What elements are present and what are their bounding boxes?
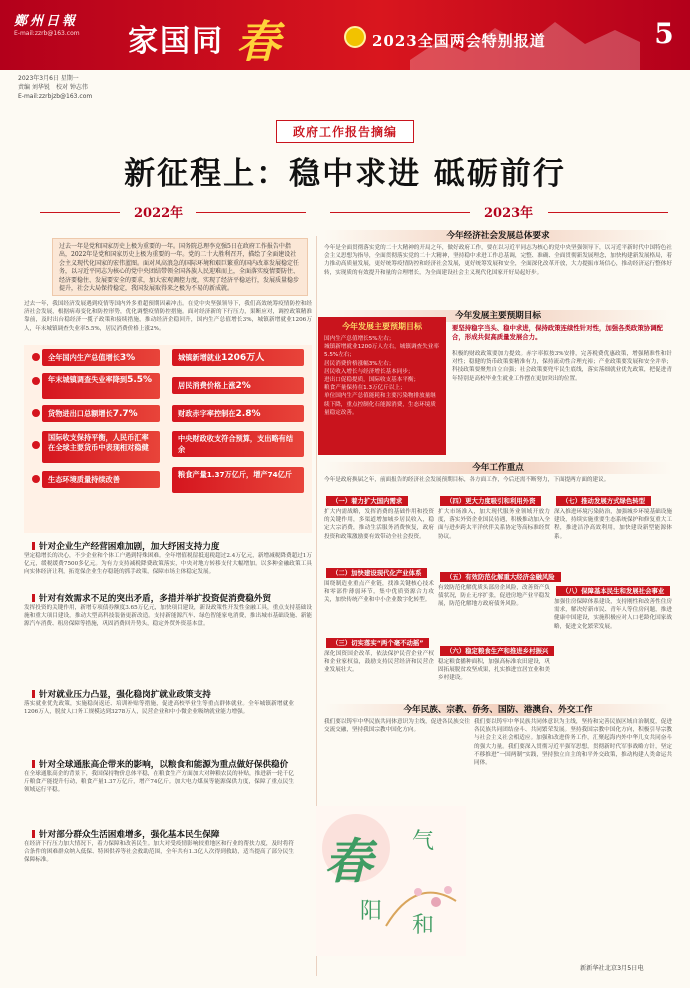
left-section-head-4: 针对全球通胀高企带来的影响，以粮食和能源为重点做好保供稳价 xyxy=(32,758,288,770)
divider xyxy=(40,212,120,213)
special-report-banner: 2023全国两会特别报道 xyxy=(372,32,546,50)
yang-char: 阳 xyxy=(360,899,383,924)
divider xyxy=(548,212,668,213)
work-text-6: 稳定粮食播种面积，加强高标准农田建设，巩固拓展脱贫攻坚成果，扎实推进宜居宜业和美乡村建设。 xyxy=(438,659,550,682)
bullet-icon xyxy=(32,377,40,385)
target-item: 城镇新增就业1200万人左右，城镇调查失业率5.5%左右； xyxy=(324,344,439,359)
section-title-char: 春 xyxy=(236,17,280,68)
stat-grain: 粮食产量1.37万亿斤，增产74亿斤 xyxy=(172,467,304,493)
target-item: 居民消费价格涨幅3%左右； xyxy=(324,360,395,367)
year-right: 2023年 xyxy=(484,206,534,221)
work-text-8: 加强住房保障体系建设，支持刚性和改善性住房需求，解决好新市民、青年人等住房问题，推进健康中国建设，实施积极应对人口老龄化国家战略，促进文化繁荣发展。 xyxy=(554,599,672,630)
work-text-7: 深入推进环境污染防治，加强城乡环境基础设施建设，持续实施重要生态系统保护和修复重大工程，推进洁净高效利用，加快建设新型能源体系。 xyxy=(554,509,672,540)
work-item-7: （七）推动发展方式绿色转型 xyxy=(556,496,651,506)
work-text-1: 扩大内需战略，发挥消费的基础作用和投资的关键作用，多渠道增加城乡居民收入，稳定大宗消费，推动生活服务消费恢复，政府投资和政策激励要有效带动全社会投资。 xyxy=(324,509,434,540)
left-section-text-3: 落实就业优先政策，实施稳岗返还、培训补贴等措施，促进高校毕业生等重点群体就业。全年城镇新增就业1206万人，脱贫人口务工规模达到3278万人，民营企业和中小微企业吸纳就业能力增强。 xyxy=(24,701,294,716)
right-head-3: 今年工作重点 xyxy=(324,462,672,474)
right-head-1: 今年经济社会发展总体要求 xyxy=(324,230,672,242)
right-head-2: 今年发展主要预期目标 xyxy=(324,310,672,322)
right-head-4: 今年民族、宗教、侨务、国防、港澳台、外交工作 xyxy=(324,704,672,716)
right-text-1: 今年是全面贯彻落实党的二十大精神的开局之年，做好政府工作，要在以习近平同志为核心的党中央坚强领导下，以习近平新时代中国特色社会主义思想为指导，全面贯彻落实党的二十大精神，坚持稳中求进工作总基调，完整、准确、全面贯彻新发展理念，加快构建新发展格局，着力推动高质量发展，更好统筹疫情防控和经济社会发展，更好统筹发展和安全，全面深化改革开放，大力提振市场信心，推动经济运行整体好转，实现质的有效提升和量的合理增长，为全面建设社会主义现代化国家开好局起好步。 xyxy=(324,245,672,276)
target-item: 粮食产量保持在1.3万亿斤以上； xyxy=(324,385,406,392)
bullet-icon xyxy=(32,353,40,361)
section-title: 家国同 xyxy=(128,24,224,59)
target-item: 单位国内生产总值能耗和主要污染物排放量继续下降，重点控制化石能源消费，生态环境质量稳定改善。 xyxy=(324,393,436,416)
page-number: 5 xyxy=(654,17,674,50)
work-item-3: （三）切实落实“两个毫不动摇” xyxy=(326,638,429,648)
chun-char: 春 xyxy=(324,834,373,890)
work-text-5: 有效防范化解优质头部房企风险，改善资产负债状况，防止无序扩张，促进房地产业平稳发展，防范化解地方政府债务风险。 xyxy=(438,585,550,608)
stat-cpi: 居民消费价格上涨2% xyxy=(172,377,304,394)
qi-char: 气 xyxy=(412,829,435,854)
editor-email: E-mail:zzrbjzb@163.com xyxy=(18,93,93,100)
intro-summary: 过去一年是党和国家历史上极为重要的一年。国务院总理李克强5日在政府工作报告中指出，2022年是党和国家历史上极为重要的一年。党的二十大胜利召开，描绘了全面建设社会主义现代化国家的宏伟蓝图。面对风高浪急的国际环境和艰巨繁重的国内改革发展稳定任务，以习近平同志为核心的党中央团结带领全国各族人民迎难而上，全面落实疫情要防住、经济要稳住、发展要安全的要求，加大宏观调控力度，实现了经济平稳运行，发展质量稳步提升，社会大局保持稳定，我国发展取得来之极为不易的新成就。 xyxy=(52,238,308,296)
left-section-head-2: 针对有效需求不足的突出矛盾，多措并举扩投资促消费稳外贸 xyxy=(32,592,271,604)
stat-gdp: 全年国内生产总值增长3% xyxy=(42,349,160,366)
work-item-8: （八）保障基本民生和发展社会事业 xyxy=(556,586,670,596)
divider xyxy=(196,212,306,213)
spring-calligraphy-illustration xyxy=(316,806,466,956)
stat-deficit: 财政赤字率控制在2.8% xyxy=(172,405,304,422)
stat-budget: 中央财政收支符合预算，支出略有结余 xyxy=(172,431,304,457)
stat-balance: 国际收支保持平衡，人民币汇率在全球主要货币中表现相对稳健 xyxy=(42,431,160,463)
work-item-5: （五）有效防范化解重大经济金融风险 xyxy=(440,572,561,582)
target-item: 国内生产总值增长5%左右； xyxy=(324,336,395,342)
work-text-3: 深化国资国企改革，依法保护民营企业产权和企业家权益，鼓励支持民营经济和民营企业发展壮大。 xyxy=(324,651,434,674)
left-section-text-1: 坚定稳增长的决心，不少企业和个体工户遇到特殊困难。全年增值税留抵退税超过2.4万亿元，新增减税降费超过1万亿元，缓税缓费7500多亿元。为有力支持减税降费政策落实，中央对地方转移支付大幅增加。以多种金融政策工具向实体经济让利，拓宽保企业生存稳链的抓手政策，保障市场主体稳定发展。 xyxy=(24,553,312,576)
left-section-head-1: 针对企业生产经营困难加剧，加大纾困支持力度 xyxy=(32,540,219,552)
work-item-6: （六）稳定粮食生产和推进乡村振兴 xyxy=(440,646,554,656)
target-item: 进出口促稳提质，国际收支基本平衡； xyxy=(324,377,420,384)
brand-email: E-mail:zzrb@163.com xyxy=(14,30,80,37)
bullet-icon xyxy=(32,475,40,483)
left-section-head-3: 针对就业压力凸显，强化稳岗扩就业政策支持 xyxy=(32,688,211,700)
report-tag: 政府工作报告摘编 xyxy=(276,120,414,143)
national-emblem-icon xyxy=(344,26,366,48)
right-text-4b: 我们要以铸牢中华民族共同体意识为主线，促进各民族交往交流交融，坚持我国宗教中国化方向。 xyxy=(324,719,470,734)
right-text-3: 今年是政府换届之年，前面报告的经济社会发展预期目标，各方面工作，今后还需不断努力，下面提两方面的建议。 xyxy=(324,477,610,483)
bullet-icon xyxy=(32,441,40,449)
target-item: 居民收入增长与经济增长基本同步； xyxy=(324,368,414,375)
year-left: 2022年 xyxy=(134,206,184,221)
work-item-4: （四）更大力度吸引和利用外资 xyxy=(440,496,541,506)
bullet-icon xyxy=(32,409,40,417)
left-section-text-2: 发挥投资的关键作用，新增专项债券额度3.65万亿元，加快项目建设，新设政策性开发性金融工具，重点支持基础设施和重大项目建设，推动大型高科技装备更新改造。支持新能源汽车、绿色智能家电消费，推出城市基础设施、新能源汽车消费、租房保障等措施，巩固消费回升势头，稳定外贸外资基本盘。 xyxy=(24,605,312,628)
stat-ecology: 生态环境质量持续改善 xyxy=(42,471,160,488)
stats-panel xyxy=(24,345,312,533)
stat-employment: 城镇新增就业1206万人 xyxy=(172,349,304,366)
targets-box xyxy=(318,317,446,455)
masthead xyxy=(0,0,690,70)
left-section-text-5: 在经济下行压力加大情况下，着力保障和改善民生。加大对受疫情影响较重地区和行业的帮扶力度，及时将符合条件的困难群众纳入低保、特困供养等社会救助范围，全年共有1.3亿人次得到救助，适当提高了部分民生保障标准。 xyxy=(24,841,294,864)
left-section-text-4: 在全球通胀高企的背景下，我国保持物价总体平稳，在粮食生产方面加大对种粮农民的补贴，推进新一轮千亿斤粮食产能提升行动，粮食产量1.37万亿斤，增产74亿斤。加大电力煤炭等能源保供力度，保障了重点民生领域运行平稳。 xyxy=(24,771,294,794)
issue-meta xyxy=(18,74,92,101)
proofreader: 校对 钟志伟 xyxy=(55,84,88,91)
work-text-4: 扩大市场准入，加大现代服务业领域开放力度，落实外资企业国民待遇，积极推动加入全面与进步跨太平洋伙伴关系协定等高标准经贸协议。 xyxy=(438,509,550,540)
editor: 责编 刘华锐 xyxy=(18,84,50,91)
work-item-2: （二）加快建设现代化产业体系 xyxy=(326,568,427,578)
right-highlight: 要坚持稳字当头、稳中求进，保持政策连续性针对性，加强各类政策协调配合，形成共促高质量发展合力。 xyxy=(452,324,663,341)
he-char: 和 xyxy=(412,913,435,938)
brand-logo: 鄭州日報 xyxy=(14,14,79,29)
right-text-4: 我们要以铸牢中华民族共同体意识为主线，坚持和完善民族区域自治制度，促进各民族共同团结奋斗、共同繁荣发展。坚持我国宗教中国化方向，积极引导宗教与社会主义社会相适应。加强和改进侨务工作，汇聚起海内外中华儿女共同奋斗的强大力量。我们要深入贯彻习近平强军思想，贯彻新时代军事战略方针，坚定不移推进“一国两制”实践，坚持独立自主的和平外交政策，推动构建人类命运共同体。 xyxy=(474,719,672,767)
stat-unemployment: 年末城镇调查失业率降到5.5% xyxy=(42,373,160,399)
right-text-2: 积极的财政政策要加力提效。赤字率拟按3%安排，完善税费优惠政策，增强精准性和针对性；稳健的货币政策要精准有力，保持流动性合理充裕；产业政策要发展和安全并举；科技政策要聚焦自立自强；社会政策要兜牢民生底线，落实落细就业优先政策，把促进青年特别是高校毕业生就业工作摆在更加突出的位置。 xyxy=(452,351,672,382)
page-title: 新征程上：稳中求进 砥砺前行 xyxy=(124,156,566,192)
issue-date: 2023年3月6日 星期一 xyxy=(18,75,79,82)
left-section-head-5: 针对部分群众生活困难增多，强化基本民生保障 xyxy=(32,828,219,840)
targets-box-title: 今年发展主要预期目标 xyxy=(342,322,422,331)
dateline: 新新华社北京3月5日电 xyxy=(580,965,644,972)
stat-trade: 货物进出口总额增长7.7% xyxy=(42,405,160,422)
work-text-2: 围绕制造业重点产业链，找准关键核心技术和零部件薄弱环节，集中优质资源合力攻关，加快传统产业和中小企业数字化转型。 xyxy=(324,581,434,604)
work-item-1: （一）着力扩大国内需求 xyxy=(326,496,408,506)
left-body: 过去一年，我国经济发展遇到疫情等国内外多重超预期因素冲击。在党中央坚强领导下，我们高效统筹疫情防控和经济社会发展，根据病毒变化和防控形势，优化调整疫情防控措施。面对经济新的下行压力，果断应对，调控政策精准靠前，及时出台稳经济一揽子政策和接续措施，推动经济企稳回升，国内生产总值增长3%，城镇新增就业1206万人，年末城镇调查失业率5.5%，居民消费价格上涨2%。 xyxy=(24,301,312,332)
divider xyxy=(330,212,470,213)
